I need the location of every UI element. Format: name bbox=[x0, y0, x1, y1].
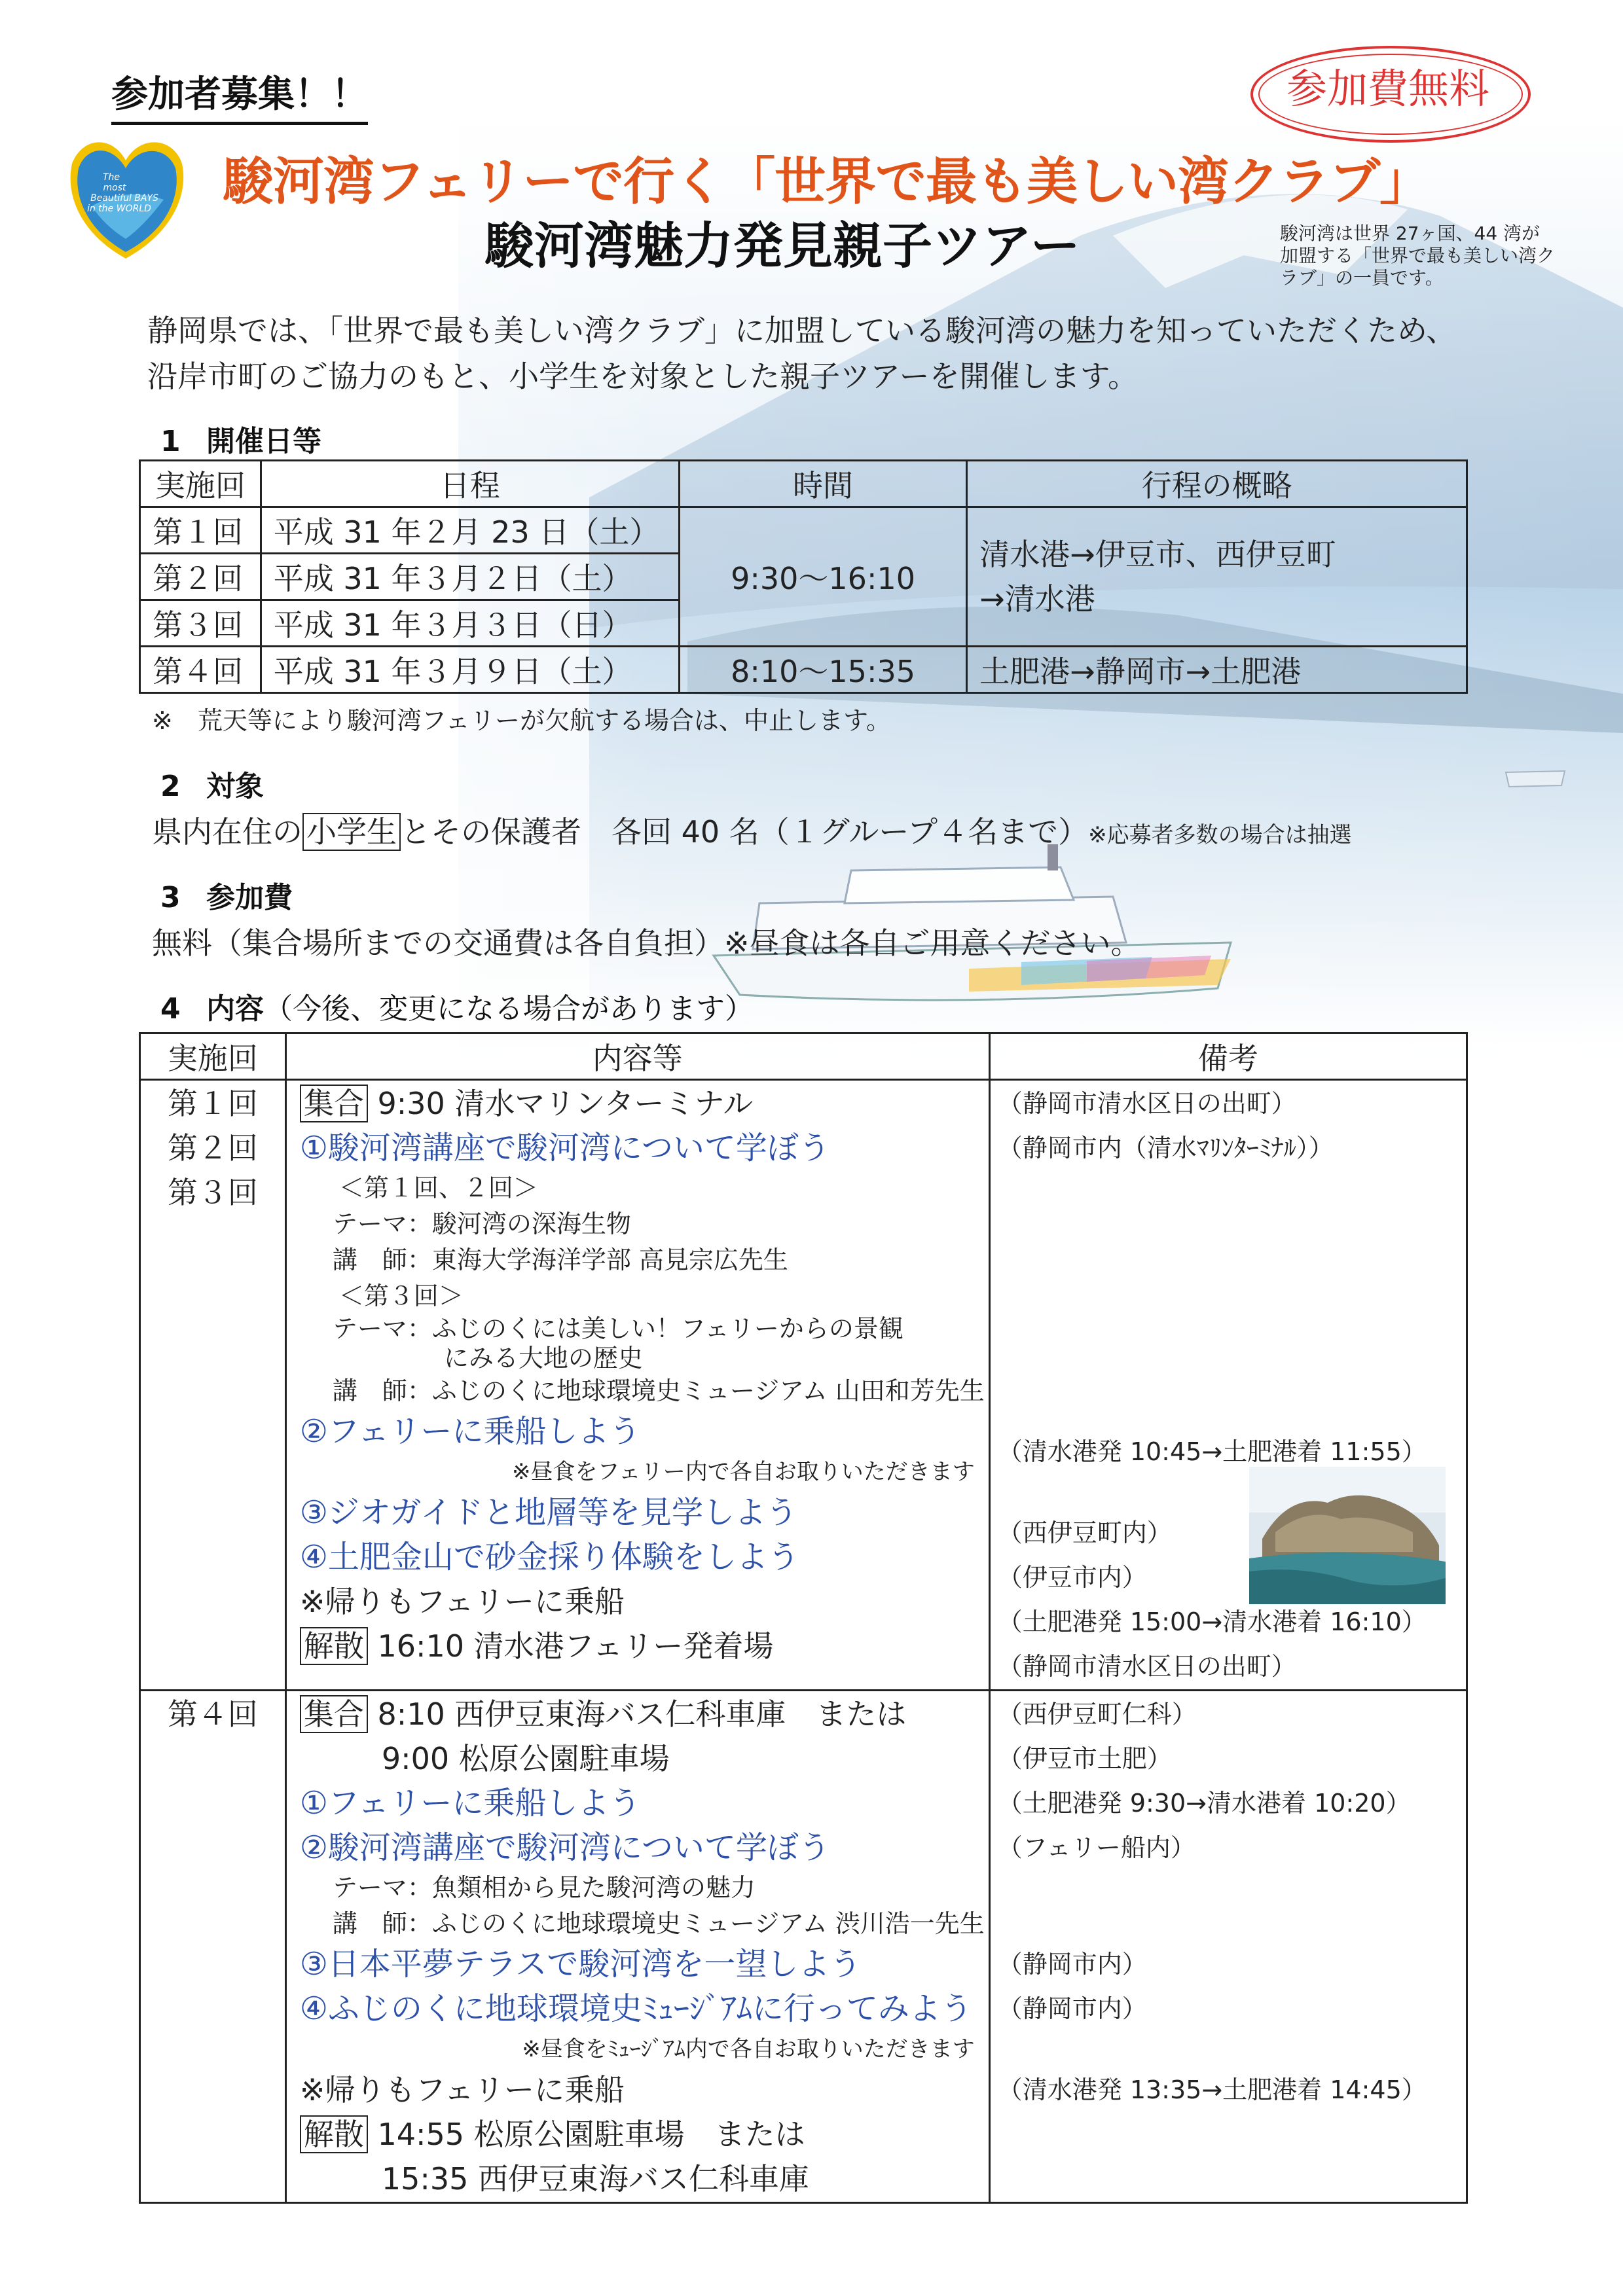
target-post: とその保護者 各回 40 名（１グループ４名まで） bbox=[401, 814, 1089, 850]
target-lottery-note: ※応募者多数の場合は抽選 bbox=[1088, 822, 1352, 848]
time-cell: 9:30～16:10 bbox=[679, 507, 966, 647]
content-cell bbox=[285, 1691, 989, 2203]
kai-label: 第４回 bbox=[167, 1696, 258, 1732]
section-number: 4 bbox=[160, 992, 181, 1026]
dismiss-text: 14:55 松原公園駐車場 または bbox=[377, 2117, 805, 2152]
target-line bbox=[152, 808, 1352, 852]
kai-cell bbox=[140, 1691, 286, 2203]
section-1-heading bbox=[160, 418, 321, 459]
theme-line: テーマ：魚類相から見た駿河湾の魅力 bbox=[332, 1873, 756, 1902]
return-line: ※帰りもフェリーに乗船 bbox=[299, 1584, 625, 1619]
col-header-date: 日程 bbox=[261, 461, 679, 507]
route-cell bbox=[967, 507, 1467, 647]
table-row bbox=[140, 1691, 1467, 2203]
date-cell: 平成 31 年３月３日（日） bbox=[261, 600, 679, 647]
activity-item: ①駿河湾講座で駿河湾について学ぼう bbox=[299, 1130, 830, 1166]
small-boat bbox=[1506, 771, 1565, 787]
lunch-note: ※昼食をﾐｭｰｼﾞｱﾑ内で各自お取りいただきます bbox=[522, 2036, 975, 2062]
activity-item: ③日本平夢テラスで駿河湾を一望しよう bbox=[299, 1946, 862, 1982]
section-title: 対象 bbox=[206, 770, 264, 803]
route-line: →清水港 bbox=[979, 581, 1095, 617]
table-row bbox=[140, 1080, 1467, 1691]
gather-text: 8:10 西伊豆東海バス仁科車庫 または bbox=[377, 1696, 907, 1732]
remark: （清水港発 10:45→土肥港着 11:55） bbox=[997, 1437, 1427, 1466]
dismiss-label: 解散 bbox=[300, 1627, 368, 1665]
gather-line bbox=[300, 1692, 988, 1736]
remark: （土肥港発 9:30→清水港着 10:20） bbox=[997, 1789, 1411, 1818]
content-table bbox=[139, 1032, 1468, 2204]
kai-cell: 第２回 bbox=[140, 554, 261, 600]
remark: （静岡市内） bbox=[997, 1994, 1147, 2023]
section-number: 2 bbox=[160, 770, 181, 803]
dismiss-line bbox=[300, 2112, 988, 2157]
remark: （フェリー船内） bbox=[997, 1833, 1195, 1862]
title-line-1: 駿河湾フェリーで行く「世界で最も美しい湾クラブ」 bbox=[223, 152, 1431, 211]
free-badge-text: 参加費無料 bbox=[1286, 65, 1489, 113]
lecturer-line: 講 師：ふじのくに地球環境史ミュージアム 渋川浩一先生 bbox=[332, 1909, 985, 1938]
sub-heading: ＜第３回＞ bbox=[338, 1282, 464, 1310]
kai-cell: 第３回 bbox=[140, 600, 261, 647]
col-header-route: 行程の概略 bbox=[967, 461, 1467, 507]
lecturer-line: 講 師：東海大学海洋学部 高見宗広先生 bbox=[332, 1246, 788, 1274]
theme-line: にみる大地の歴史 bbox=[443, 1344, 643, 1372]
content-cell bbox=[285, 1080, 989, 1691]
activity-item: ③ジオガイドと地層等を見学しよう bbox=[299, 1494, 797, 1531]
remark: （静岡市内（清水ﾏﾘﾝﾀｰﾐﾅﾙ）） bbox=[997, 1134, 1334, 1162]
kai-cell: 第４回 bbox=[140, 647, 261, 693]
remark: （清水港発 13:35→土肥港着 14:45） bbox=[997, 2075, 1427, 2104]
remark: （伊豆市土肥） bbox=[997, 1744, 1172, 1773]
section-number: 1 bbox=[160, 425, 181, 458]
kai-label: 第２回 bbox=[167, 1130, 258, 1166]
remark: （静岡市清水区日の出町） bbox=[997, 1652, 1296, 1681]
date-cell: 平成 31 年３月２日（土） bbox=[261, 554, 679, 600]
activity-item: ①フェリーに乗船しよう bbox=[299, 1785, 641, 1821]
section-3-heading bbox=[160, 874, 293, 916]
bay-club-logo bbox=[65, 134, 187, 262]
dismiss-text: 16:10 清水港フェリー発着場 bbox=[377, 1628, 774, 1664]
remark: （西伊豆町内） bbox=[997, 1518, 1172, 1547]
activity-item: ②駿河湾講座で駿河湾について学ぼう bbox=[299, 1829, 830, 1866]
section-2-heading bbox=[160, 762, 264, 804]
sub-heading: ＜第１回、２回＞ bbox=[338, 1174, 538, 1202]
section-number: 3 bbox=[160, 881, 181, 914]
return-line: ※帰りもフェリーに乗船 bbox=[299, 2072, 625, 2108]
section-4-heading bbox=[160, 985, 754, 1027]
dismiss-line bbox=[300, 1624, 988, 1668]
dismiss-line-2: 15:35 西伊豆東海バス仁科車庫 bbox=[381, 2161, 809, 2197]
gather-line bbox=[300, 1081, 988, 1126]
time-cell: 8:10～15:35 bbox=[679, 647, 966, 693]
gather-label: 集合 bbox=[300, 1695, 368, 1733]
cancel-note: ※ 荒天等により駿河湾フェリーが欠航する場合は、中止します。 bbox=[152, 706, 891, 735]
remark: （伊豆市内） bbox=[997, 1563, 1147, 1592]
theme-line: テーマ：ふじのくには美しい！フェリーからの景観 bbox=[332, 1314, 903, 1343]
title-line-2: 駿河湾魅力発見親子ツアー bbox=[484, 217, 1080, 275]
kai-cell bbox=[140, 1080, 286, 1691]
gather-label: 集合 bbox=[300, 1085, 368, 1122]
date-cell: 平成 31 年２月 23 日（土） bbox=[261, 507, 679, 554]
lunch-note: ※昼食をフェリー内で各自お取りいただきます bbox=[511, 1459, 975, 1485]
route-cell: 土肥港→静岡市→土肥港 bbox=[967, 647, 1467, 693]
gather-text: 9:30 清水マリンターミナル bbox=[377, 1086, 754, 1121]
remark: （静岡市清水区日の出町） bbox=[997, 1089, 1296, 1118]
lecturer-line: 講 師：ふじのくに地球環境史ミュージアム 山田和芳先生 bbox=[332, 1376, 985, 1405]
col-header-time: 時間 bbox=[679, 461, 966, 507]
activity-item: ④土肥金山で砂金採り体験をしよう bbox=[299, 1539, 799, 1575]
fee-line: 無料（集合場所までの交通費は各自負担）※昼食は各自ご用意ください。 bbox=[152, 925, 1141, 961]
col-header-content: 内容等 bbox=[285, 1033, 989, 1080]
activity-item: ④ふじのくに地球環境史ﾐｭｰｼﾞｱﾑに行ってみよう bbox=[299, 1990, 972, 2027]
section-subtitle: （今後、変更になる場合があります） bbox=[264, 992, 754, 1026]
table-row bbox=[140, 507, 1467, 554]
intro-paragraph: 静岡県では、「世界で最も美しい湾クラブ」に加盟している駿河湾の魅力を知っていただくため、沿岸市町のご協力のもと、小学生を対象とした親子ツアーを開催します。 bbox=[147, 313, 1457, 394]
col-header-remarks: 備考 bbox=[989, 1033, 1467, 1080]
col-header-kai: 実施回 bbox=[140, 461, 261, 507]
remarks-cell bbox=[989, 1691, 1467, 2203]
kai-cell: 第１回 bbox=[140, 507, 261, 554]
target-pre: 県内在住の bbox=[152, 814, 302, 850]
side-note: 駿河湾は世界 27ヶ国、44 湾が加盟する「世界で最も美しい湾クラブ」の一員です。 bbox=[1280, 223, 1556, 289]
remark: （静岡市内） bbox=[997, 1950, 1147, 1979]
remark: （土肥港発 15:00→清水港着 16:10） bbox=[997, 1607, 1427, 1636]
logo-text: The most Beautiful BAYS in the WORLD bbox=[87, 172, 158, 214]
kai-label: 第３回 bbox=[167, 1175, 258, 1210]
schedule-table bbox=[139, 459, 1468, 694]
coast-rock-photo bbox=[1249, 1467, 1446, 1604]
gather-line-2: 9:00 松原公園駐車場 bbox=[381, 1741, 670, 1776]
date-cell: 平成 31 年３月９日（土） bbox=[261, 647, 679, 693]
target-boxed: 小学生 bbox=[302, 813, 401, 851]
route-line: 清水港→伊豆市、西伊豆町 bbox=[979, 537, 1336, 572]
dismiss-label: 解散 bbox=[300, 2115, 368, 2153]
remarks-cell bbox=[989, 1080, 1467, 1691]
theme-line: テーマ：駿河湾の深海生物 bbox=[332, 1210, 631, 1238]
remark: （西伊豆町仁科） bbox=[997, 1700, 1197, 1729]
activity-item: ②フェリーに乗船しよう bbox=[299, 1413, 641, 1450]
section-title: 内容 bbox=[206, 992, 264, 1026]
col-header-kai: 実施回 bbox=[140, 1033, 286, 1080]
section-title: 開催日等 bbox=[206, 425, 321, 458]
recruit-heading: 参加者募集！！ bbox=[111, 65, 368, 125]
table-row bbox=[140, 647, 1467, 693]
section-title: 参加費 bbox=[206, 881, 293, 914]
kai-label: 第１回 bbox=[167, 1086, 258, 1121]
